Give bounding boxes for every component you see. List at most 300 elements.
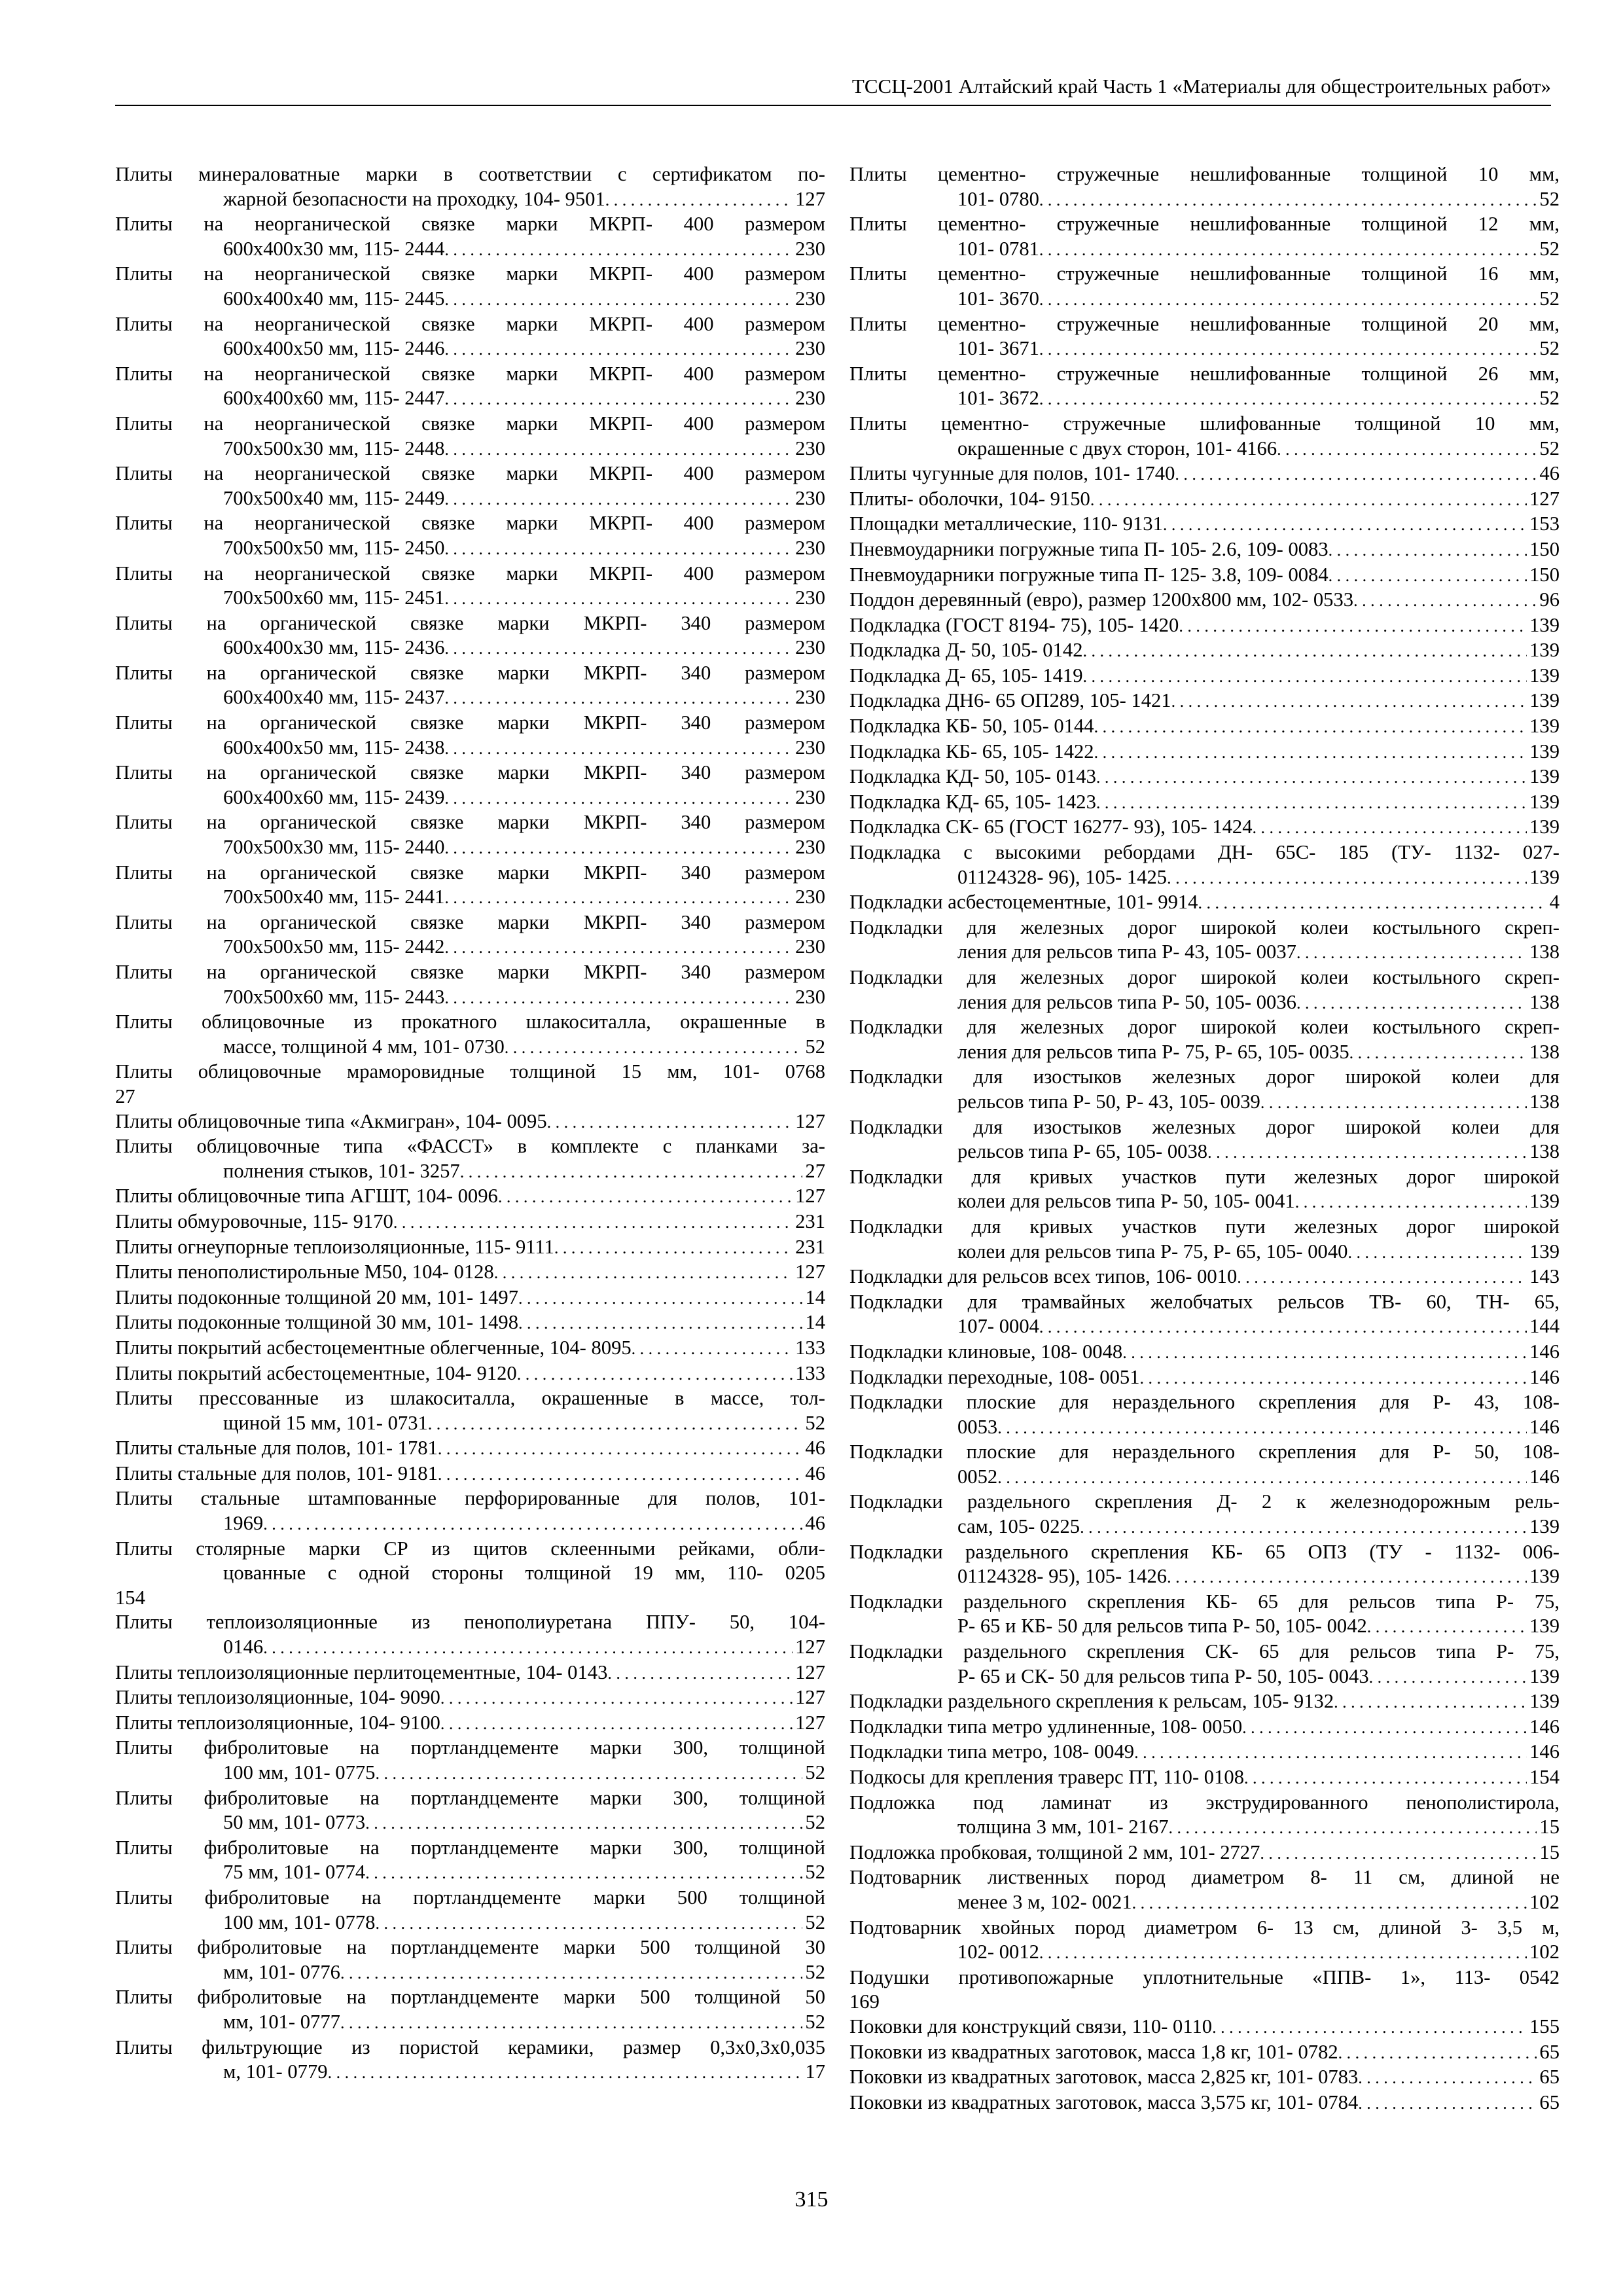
entry-leader-line [115,1511,825,1537]
entry-text: Подкладка ДН6- 65 ОП289, 105- 1421 [849,689,1171,712]
index-entry [115,611,825,661]
entry-text: Р- 65 и КБ- 50 для рельсов типа Р- 50, 105- 0042 [957,1615,1367,1638]
dot-leader [365,1811,802,1836]
entry-text: окрашенные с двух сторон, 101- 4166 [957,437,1277,459]
dot-leader [1179,614,1527,639]
entry-leader-line [849,1664,1560,1690]
entry-page-number: 139 [1529,639,1560,662]
entry-page-ref: 169 [849,1990,880,2013]
dot-leader [554,1236,793,1261]
dot-leader [1277,437,1537,462]
dot-leader [1083,639,1527,664]
entry-text: 0052 [957,1465,998,1488]
entry-text: 600х400х30 мм, 115- 2436 [223,636,445,659]
entry-text-line: Плиты на неорганической связке марки МКРП- 400 размером [115,213,825,236]
index-entry [115,1886,825,1935]
entry-page-number: 52 [805,1761,825,1784]
dot-leader [1039,287,1537,312]
index-entry [849,714,1560,740]
entry-text-line: Подкладки для железных дорог широкой колеи костыльного скреп- [849,966,1560,988]
entry-text: 50 мм, 101- 0773 [223,1811,366,1834]
dot-leader [1094,740,1527,765]
dot-leader [1094,715,1527,740]
entry-text: 101- 0781 [957,237,1039,260]
entry-leader-line [115,1285,825,1311]
entry-text-line: Подкладки для кривых участков пути железных дорог широкой [849,1165,1560,1188]
entry-page-number: 146 [1529,1715,1560,1738]
entry-page-number: 139 [1529,1565,1560,1588]
entry-text-line: Плиты на органической связке марки МКРП- 340 размером [115,761,825,784]
entry-text: 600х400х30 мм, 115- 2444 [223,237,445,260]
entry-text: Подкладки переходные, 108- 0051 [849,1365,1140,1388]
entry-text: Р- 65 и СК- 50 для рельсов типа Р- 50, 105- 0043 [957,1664,1369,1687]
entry-page-number: 96 [1539,588,1560,611]
dot-leader [440,1712,793,1736]
entry-text: Подкладка КД- 50, 105- 0143 [849,765,1096,788]
entry-leader-line [115,2010,825,2036]
index-entry [115,1711,825,1736]
index-entry [849,1740,1560,1765]
entry-text-line: Подкладки плоские для нераздельного скрепления для Р- 50, 108- [849,1441,1560,1463]
entry-leader-line [849,1815,1560,1840]
entry-leader-line [115,1660,825,1686]
entry-text-line: Подкладки для кривых участков пути железных дорог широкой [849,1215,1560,1238]
entry-leader-line [849,815,1560,840]
entry-text: ления для рельсов типа Р- 50, 105- 0036 [957,990,1296,1013]
index-entry [849,412,1560,461]
entry-leader-line [849,1265,1560,1290]
entry-page-number: 230 [795,237,825,260]
entry-leader-line [115,1109,825,1135]
entry-page-ref: 27 [115,1085,135,1107]
dot-leader [444,487,793,512]
entry-text: мм, 101- 0777 [223,2010,340,2033]
entry-leader-line [115,736,825,761]
dot-leader [1358,2091,1537,2116]
entry-leader-line [115,486,825,512]
entry-text: Поковки для конструкций связи, 110- 0110 [849,2015,1213,2037]
entry-leader-line [115,1411,825,1437]
index-entry [115,1836,825,1886]
entry-leader-line [115,336,825,362]
entry-text-line: Плиты стальные штампованные перфорированные для полов, 101- [115,1487,825,1510]
entry-leader-line [115,1685,825,1711]
entry-page-number: 139 [1529,715,1560,738]
entry-page-number: 230 [795,437,825,459]
entry-page-number: 15 [1539,1840,1560,1863]
index-entry [849,262,1560,312]
entry-page-number: 46 [805,1437,825,1460]
index-entry [115,1235,825,1261]
entry-leader-line [849,664,1560,689]
entry-text-line: Плиты цементно- стружечные нешлифованные толщиной 10 мм, [849,163,1560,185]
entry-text-line: Подкладки раздельного скрепления СК- 65 для рельсов типа Р- 75, [849,1640,1560,1663]
entry-page-number: 139 [1529,1240,1560,1263]
index-entry [115,1310,825,1336]
dot-leader [1083,664,1527,689]
index-entry [849,1365,1560,1391]
dot-leader [607,1661,793,1686]
entry-leader-line [115,1361,825,1387]
entry-page-number: 52 [1539,387,1560,410]
index-entry [115,1786,825,1836]
entry-page-number: 46 [805,1462,825,1484]
dot-leader [1167,1565,1527,1590]
dot-leader [1039,1315,1527,1340]
dot-leader [1296,941,1527,965]
entry-leader-line [115,437,825,462]
entry-text-line: Плиты на неорганической связке марки МКРП- 400 размером [115,562,825,584]
entry-page-number: 139 [1529,790,1560,813]
entry-page-number: 153 [1529,512,1560,535]
entry-text-line: Плиты на неорганической связке марки МКРП- 400 размером [115,512,825,535]
dot-leader [1140,1366,1527,1391]
entry-page-number: 144 [1529,1315,1560,1338]
dot-leader [1163,512,1527,537]
entry-leader-line [115,187,825,213]
entry-page-number: 14 [805,1311,825,1334]
entry-text: ления для рельсов типа Р- 75, Р- 65, 105- 0035 [957,1040,1349,1063]
index-entry [849,1540,1560,1590]
entry-leader-line [849,1340,1560,1365]
entry-text-line: Подушки противопожарные уплотнительные «ППВ- 1», 113- 0542 [849,1965,1560,1988]
entry-leader-line [115,1436,825,1462]
entry-leader-line [115,1336,825,1361]
entry-text: Плиты чугунные для полов, 101- 1740 [849,462,1175,485]
index-entry [849,1715,1560,1740]
dot-leader [1169,1816,1537,1840]
entry-page-number: 133 [795,1336,825,1359]
entry-text: Плиты покрытий асбестоцементные облегченные, 104- 8095 [115,1336,632,1359]
entry-text: Поковки из квадратных заготовок, масса 2,825 кг, 101- 0783 [849,2066,1359,2089]
dot-leader [444,337,793,362]
dot-leader [1080,1515,1527,1540]
entry-leader-line [849,1890,1560,1916]
entry-leader-line [849,1090,1560,1115]
dot-leader [444,287,793,312]
dot-leader [1039,188,1537,213]
entry-text: 101- 0780 [957,187,1039,210]
dot-leader [1096,791,1527,816]
dot-leader [1198,891,1546,916]
entry-leader-line [849,1465,1560,1490]
entry-text-line: Плиты на органической связке марки МКРП- 340 размером [115,611,825,634]
entry-leader-line [849,461,1560,487]
dot-leader [1369,1665,1527,1690]
entry-text: Плиты- оболочки, 104- 9150 [849,487,1090,510]
entry-text: Подложка пробковая, толщиной 2 мм, 101- 2727 [849,1840,1260,1863]
entry-text: Плиты пенополистирольные М50, 104- 0128 [115,1261,494,1283]
entry-leader-line [115,1860,825,1886]
entry-text-line: Плиты фибролитовые на портландцементе марки 300, толщиной [115,1736,825,1759]
entry-text-line: Плиты фибролитовые на портландцементе марки 500 толщиной 50 [115,1986,825,2009]
entry-leader-line [849,1689,1560,1715]
entry-leader-line [849,613,1560,639]
index-entry [849,815,1560,840]
dot-leader [444,836,793,861]
entry-text-line: Плиты на неорганической связке марки МКРП- 400 размером [115,262,825,285]
index-entry [115,861,825,910]
entry-page-number: 230 [795,686,825,709]
entry-text-line: Плиты на неорганической связке марки МКРП- 400 размером [115,312,825,335]
entry-text: 100 мм, 101- 0775 [223,1761,376,1784]
entry-leader-line [849,187,1560,213]
dot-leader [444,238,793,262]
index-entry [849,638,1560,664]
entry-text: Поковки из квадратных заготовок, масса 3,575 кг, 101- 0784 [849,2090,1359,2113]
entry-page-number: 46 [805,1512,825,1535]
entry-text: Подкладка Д- 65, 105- 1419 [849,664,1083,687]
entry-text-line: Плиты прессованные из шлакоситалла, окрашенные в массе, тол- [115,1387,825,1410]
dot-leader [444,786,793,811]
entry-text: 600х400х40 мм, 115- 2437 [223,686,445,709]
entry-text: 101- 3671 [957,337,1039,360]
entry-leader-line [115,1711,825,1736]
entry-text-line: Плиты на органической связке марки МКРП- 340 размером [115,961,825,983]
index-entry [115,1685,825,1711]
entry-page-number: 230 [795,536,825,559]
index-entry [115,1210,825,1235]
entry-text-line: Плиты теплоизоляционные из пенополиуретана ППУ- 50, 104- [115,1611,825,1634]
index-entry [849,1865,1560,1915]
entry-text-line: Плиты столярные марки СР из щитов склеенными рейками, обли- [115,1537,825,1560]
entry-text: Подкладка КБ- 50, 105- 0144 [849,715,1094,738]
dot-leader [444,387,793,412]
index-entry [849,1440,1560,1490]
entry-text-line: Плиты облицовочные типа «ФАССТ» в комплекте с планками за- [115,1135,825,1158]
index-entry [849,1215,1560,1265]
entry-page-number: 139 [1529,765,1560,788]
dot-leader [1242,1715,1527,1740]
index-entry [115,262,825,312]
entry-page-number: 127 [1529,487,1560,510]
entry-page-number: 52 [805,1960,825,1983]
entry-text: 100 мм, 101- 0778 [223,1910,376,1933]
dot-leader [547,1110,793,1135]
entry-text: Подкладки раздельного скрепления к рельсам, 105- 9132 [849,1690,1334,1713]
entry-leader-line [849,1415,1560,1441]
dot-leader [1096,765,1527,790]
entry-leader-line [849,537,1560,563]
dot-leader [632,1336,793,1361]
entry-text-line: Подкладки для трамвайных желобчатых рельсов ТВ- 60, ТН- 65, [849,1290,1560,1313]
entry-page-number: 52 [1539,337,1560,360]
entry-leader-line [849,638,1560,664]
entry-leader-line [849,437,1560,462]
index-entry [115,1184,825,1210]
entry-text: Плиты теплоизоляционные, 104- 9090 [115,1686,440,1709]
dot-leader [494,1261,793,1285]
entry-text: Подкладки клиновые, 108- 0048 [849,1340,1123,1363]
index-entry [115,661,825,711]
entry-leader-line [849,1365,1560,1391]
dot-leader [1358,2066,1537,2090]
index-entry [849,1765,1560,1791]
entry-text-line: Плиты цементно- стружечные нешлифованные толщиной 16 мм, [849,262,1560,285]
entry-leader-line [115,287,825,312]
entry-page-number: 146 [1529,1415,1560,1438]
dot-leader [1134,1740,1527,1765]
entry-page-number: 133 [795,1361,825,1384]
index-entry [849,613,1560,639]
entry-leader-line [849,336,1560,362]
entry-text: 700х500х30 мм, 115- 2440 [223,836,445,859]
entry-page-number: 46 [1539,462,1560,485]
entry-page-number: 15 [1539,1816,1560,1839]
entry-page-number: 52 [805,1411,825,1434]
entry-text: Подкладки типа метро удлиненные, 108- 0050 [849,1715,1243,1738]
dot-leader [1039,1941,1527,1965]
entry-leader-line [115,1910,825,1936]
entry-leader-line [849,740,1560,765]
entry-page-number: 154 [1529,1766,1560,1788]
dot-leader [365,1861,802,1886]
entry-text: Подкладка Д- 50, 105- 0142 [849,639,1083,662]
entry-page-number: 65 [1539,2066,1560,2089]
dot-leader [1347,1240,1527,1265]
dot-leader [1171,689,1527,714]
index-entry [849,1340,1560,1365]
dot-leader [1132,1891,1527,1916]
index-entry [115,1486,825,1536]
entry-leader-line [849,2090,1560,2116]
entry-text: Пневмоударники погружные типа П- 125- 3.8, 109- 0084 [849,563,1329,586]
dot-leader [1353,588,1537,613]
entry-page-number: 127 [795,1109,825,1132]
entry-page-number: 52 [1539,437,1560,459]
entry-text-line: Плиты фильтрующие из пористой керамики, размер 0,3х0,3х0,035 [115,2036,825,2058]
entry-text-line: Плиты фибролитовые на портландцементе марки 300, толщиной [115,1836,825,1859]
entry-text-line: цованные с одной стороны толщиной 19 мм, 110- 0205 [223,1562,825,1585]
entry-text: щиной 15 мм, 101- 0731 [223,1411,428,1434]
dot-leader [444,686,793,711]
index-entry [115,711,825,761]
entry-leader-line [115,685,825,711]
index-entry [849,362,1560,412]
entry-text: Подкладка СК- 65 (ГОСТ 16277- 93), 105- 1424 [849,816,1253,838]
entry-leader-line [849,2015,1560,2040]
entry-leader-line [115,985,825,1011]
entry-text: 700х500х40 мм, 115- 2449 [223,486,445,509]
entry-text: Плиты подоконные толщиной 20 мм, 101- 1497 [115,1285,519,1308]
index-column-left [115,162,825,2085]
entry-text: колеи для рельсов типа Р- 75, Р- 65, 105- 0040 [957,1240,1348,1263]
dot-leader [444,437,793,462]
entry-leader-line [115,536,825,562]
dot-leader [518,1311,802,1336]
index-entry [115,1361,825,1387]
entry-page-number: 4 [1549,891,1560,914]
dot-leader [1244,1766,1527,1791]
index-entry [849,664,1560,689]
entry-leader-line [849,1940,1560,1965]
entry-text: толщина 3 мм, 101- 2167 [957,1816,1169,1839]
index-entry [849,1791,1560,1840]
entry-text-line: Плиты на неорганической связке марки МКРП- 400 размером [115,362,825,385]
entry-page-number: 231 [795,1235,825,1258]
entry-page-number: 127 [795,187,825,210]
entry-text: Плиты теплоизоляционные, 104- 9100 [115,1711,440,1734]
entry-text-line: Подкладки раздельного скрепления КБ- 65 ОПЗ (ТУ - 1132- 006- [849,1540,1560,1563]
index-entry [115,1660,825,1686]
entry-text: 75 мм, 101- 0774 [223,1861,366,1884]
dot-leader [997,1465,1527,1490]
entry-text-line: Плиты цементно- стружечные нешлифованные толщиной 12 мм, [849,213,1560,236]
entry-text: м, 101- 0779 [223,2060,328,2083]
entry-page-number: 52 [1539,287,1560,310]
index-entry [849,916,1560,965]
index-entry [115,910,825,960]
entry-text: Плиты стальные для полов, 101- 9181 [115,1462,438,1484]
dot-leader [1329,538,1527,563]
entry-text: Подкладки для рельсов всех типов, 106- 0010 [849,1265,1238,1288]
entry-leader-line [115,1761,825,1786]
dot-leader [517,1362,793,1387]
index-entry [849,2015,1560,2040]
dot-leader [444,935,793,960]
entry-text-line: Подкладки раздельного скрепления КБ- 65 для рельсов типа Р- 75, [849,1590,1560,1613]
dot-leader [1295,1190,1527,1215]
entry-page-number: 52 [805,1811,825,1834]
entry-page-number: 127 [795,1636,825,1659]
entry-leader-line [115,636,825,661]
entry-text-line: Плиты на органической связке марки МКРП- 340 размером [115,811,825,834]
entry-text: Поддон деревянный (евро), размер 1200х800 мм, 102- 0533 [849,588,1354,611]
entry-page-number: 138 [1529,1140,1560,1163]
entry-page-number: 139 [1529,816,1560,838]
entry-page-number: 230 [795,985,825,1008]
entry-text-line: Подтоварник лиственных пород диаметром 8- 11 см, длиной не [849,1866,1560,1889]
dot-leader [438,1462,803,1487]
dot-leader [340,1961,802,1986]
dot-leader [605,188,793,213]
entry-page-number: 138 [1529,990,1560,1013]
entry-text-line: Плиты минераловатные марки в соответствии с сертификатом по- [115,163,825,185]
entry-page-number: 230 [795,287,825,310]
entry-leader-line [115,1035,825,1060]
dot-leader [375,1761,802,1786]
entry-text: Плиты подоконные толщиной 30 мм, 101- 1498 [115,1311,519,1334]
entry-leader-line [849,563,1560,588]
entry-text: 600х400х40 мм, 115- 2445 [223,287,445,310]
index-entry [115,1134,825,1184]
index-entry [115,960,825,1010]
dot-leader [498,1185,793,1210]
index-entry [849,840,1560,890]
entry-page-number: 139 [1529,664,1560,687]
entry-text-line: Плиты на неорганической связке марки МКРП- 400 размером [115,412,825,435]
entry-page-number: 138 [1529,1040,1560,1063]
entry-page-number: 139 [1529,1690,1560,1713]
index-entry [115,1060,825,1109]
entry-text-line: Плиты облицовочные мраморовидные толщиной 15 мм, 101- 0768 [115,1060,825,1083]
entry-leader-line [849,1515,1560,1540]
entry-text-line: Плиты облицовочные из прокатного шлакоситалла, окрашенные в [115,1011,825,1033]
entry-text-line: Плиты на органической связке марки МКРП- 340 размером [115,910,825,933]
entry-page-number: 139 [1529,1664,1560,1687]
entry-page-ref: 154 [115,1586,145,1609]
entry-leader-line [849,2040,1560,2066]
index-entry [115,212,825,262]
dot-leader [1329,564,1527,588]
index-column-right [849,162,1560,2115]
entry-text: 101- 3672 [957,387,1039,410]
entry-leader-line [115,1184,825,1210]
index-entry [849,1916,1560,1965]
entry-leader-line [115,237,825,262]
entry-text: 600х400х50 мм, 115- 2438 [223,736,445,759]
entry-page-number: 230 [795,486,825,509]
